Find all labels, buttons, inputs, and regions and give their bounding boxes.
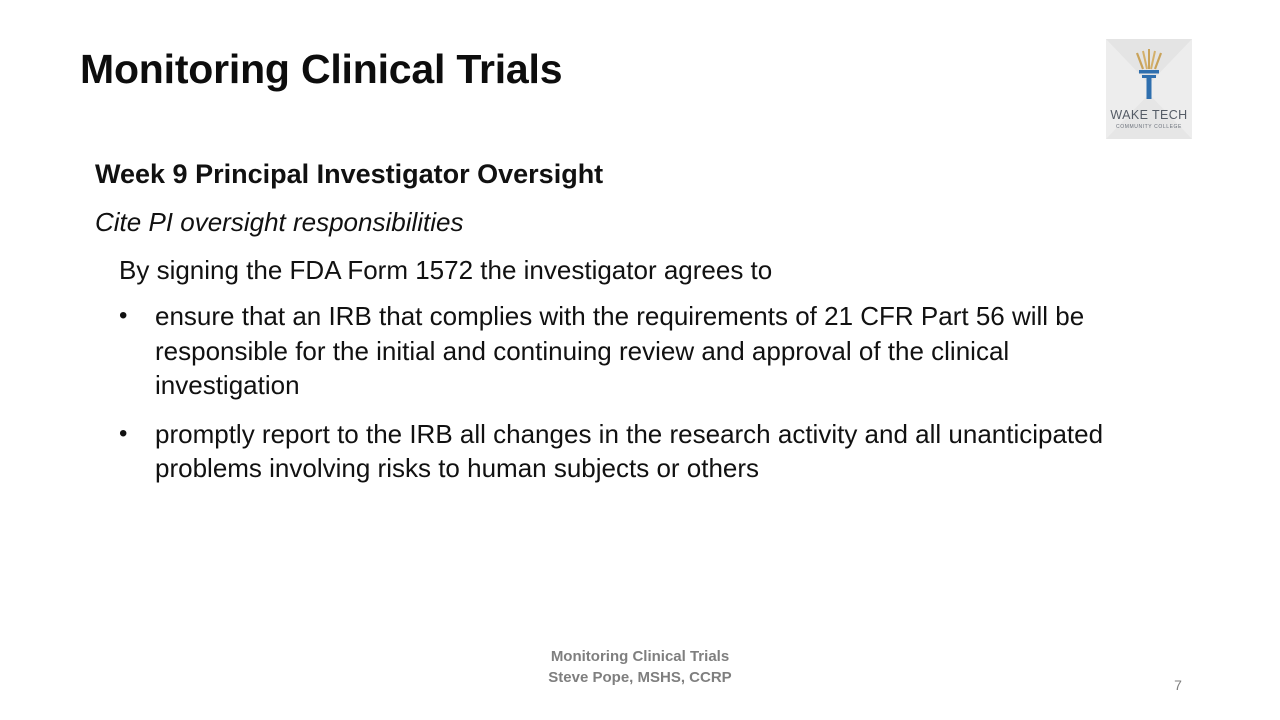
- bullet-item: [95, 417, 1105, 486]
- bullet-item: [95, 299, 1105, 403]
- slide-content: [95, 155, 1105, 500]
- footer-course-title: Monitoring Clinical Trials: [550, 648, 730, 665]
- slide-title: Monitoring Clinical Trials: [80, 46, 563, 92]
- bullet-marker: •: [119, 419, 128, 447]
- logo-subtitle: COMMUNITY COLLEGE: [1116, 124, 1182, 130]
- bullet-text: ensure that an IRB that complies with the requirements of 21 CFR Part 56 will be responsible for the initial and continuing review and approval of the clinical investigation: [155, 301, 1085, 400]
- slide-subtitle: Cite PI oversight responsibilities: [95, 207, 464, 237]
- week-heading: Week 9 Principal Investigator Oversight: [95, 159, 604, 189]
- slide-footer: [440, 646, 840, 688]
- footer-author: Steve Pope, MSHS, CCRP: [548, 669, 732, 686]
- page-number: 7: [1174, 677, 1182, 693]
- logo-name: WAKE TECH: [1110, 108, 1188, 122]
- bullet-list: [95, 299, 1105, 486]
- intro-text: By signing the FDA Form 1572 the investigator agrees to: [119, 255, 773, 285]
- bullet-marker: •: [119, 302, 128, 329]
- wake-tech-logo: [1106, 39, 1192, 139]
- bullet-text: promptly report to the IRB all changes in the research activity and all unanticipated problems involving risks to human subjects or others: [155, 418, 1104, 483]
